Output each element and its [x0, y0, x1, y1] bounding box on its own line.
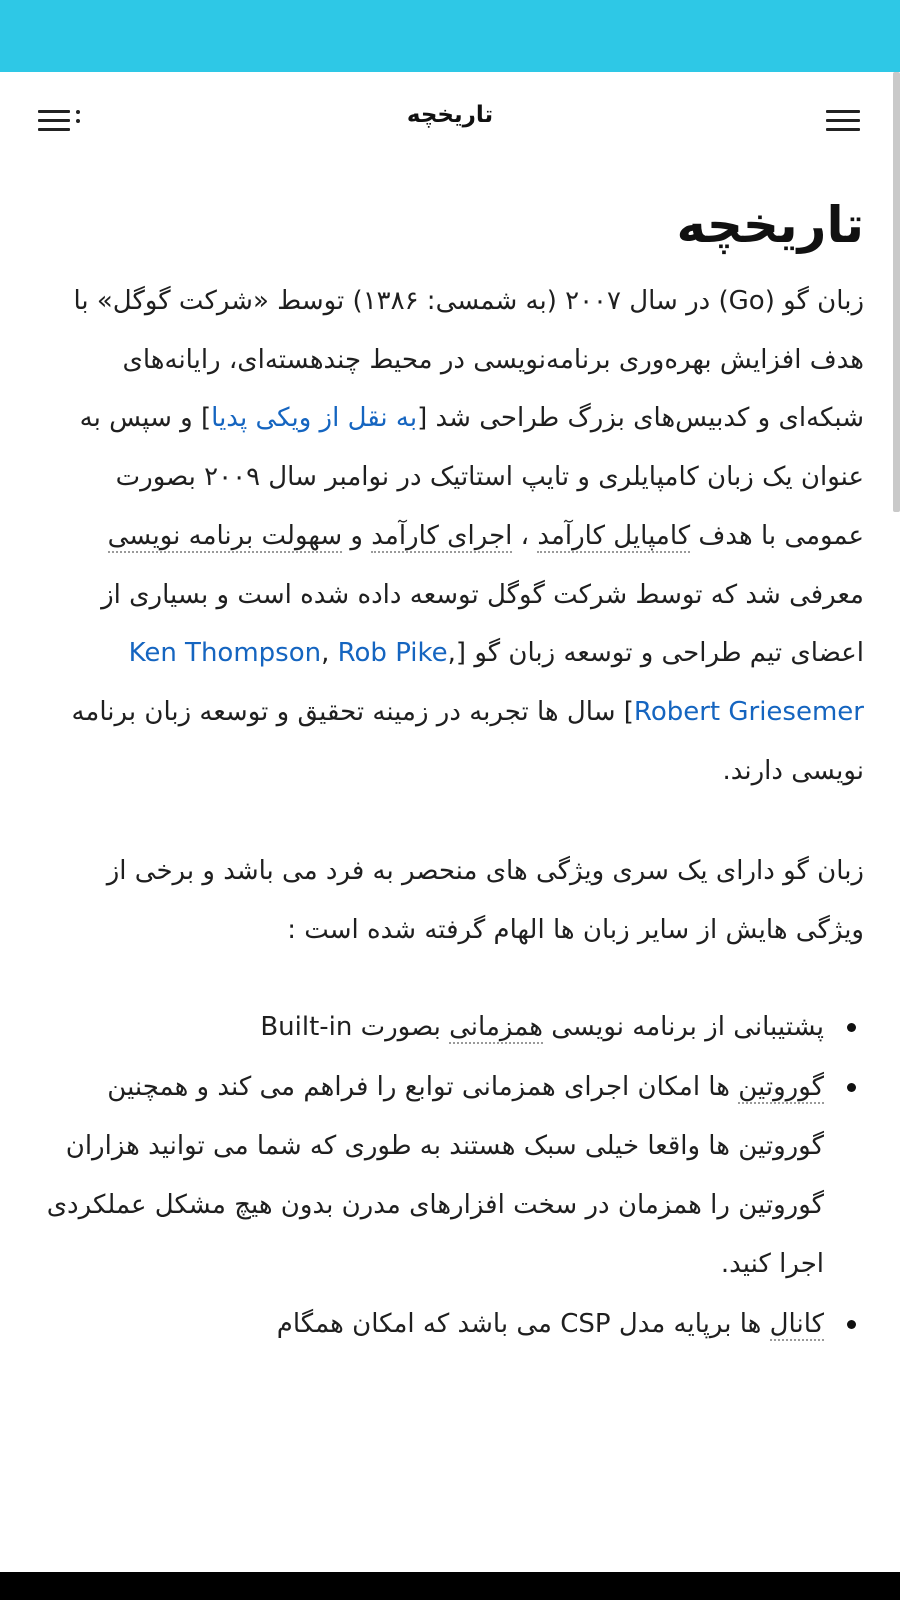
glossary-term[interactable]: سهولت برنامه نویسی	[107, 520, 343, 551]
list-item	[40, 998, 824, 1057]
text-run: بصورت Built-in	[260, 1011, 450, 1042]
glossary-term[interactable]: اجرای کارآمد	[371, 520, 513, 551]
glossary-term[interactable]: کامپایل کارآمد	[537, 520, 691, 551]
creators-bracket: ]	[623, 696, 634, 727]
creator-separator: ,	[321, 638, 338, 669]
creator-link[interactable]: Rob Pike	[337, 638, 448, 669]
page-heading: تاریخچه	[676, 196, 864, 254]
text-run: و سپس به عنوان یک زبان کامپایلری و تایپ استاتیک در نوامبر سال ۲۰۰۹ بصورت عمومی با هدف	[79, 403, 864, 551]
glossary-term[interactable]: کانال	[769, 1309, 824, 1340]
list-item	[40, 1295, 824, 1354]
bullet-icon	[847, 1320, 856, 1329]
text-run: پشتیبانی از برنامه نویسی	[542, 1011, 824, 1042]
text-run: ها برپایه مدل CSP می باشد که امکان همگام	[276, 1309, 770, 1340]
app-bar-title: تاریخچه	[406, 102, 494, 128]
bullet-icon	[847, 1023, 856, 1032]
text-run: ،	[512, 520, 538, 551]
creator-separator: ,	[447, 638, 456, 669]
creators-bracket: [	[455, 638, 467, 669]
features-intro-paragraph: زبان گو دارای یک سری ویژگی های منحصر به فرد می باشد و برخی از ویژگی هایش از سایر زبان ها الهام گرفته شده است :	[106, 856, 864, 946]
list-item	[40, 1058, 824, 1293]
citation-bracket: ]	[200, 403, 212, 434]
navigation-bar	[0, 1572, 900, 1600]
citation-bracket: [	[417, 403, 428, 434]
bullet-icon	[847, 1083, 856, 1092]
text-run: معرفی شد که توسط شرکت گوگل توسعه داده شده است و بسیاری از اعضای تیم طراحی و توسعه زبان گو	[101, 579, 864, 669]
creator-link[interactable]: Robert Griesemer	[633, 696, 864, 727]
features-list	[40, 998, 864, 1354]
hamburger-menu-icon[interactable]	[826, 110, 860, 132]
status-bar	[0, 0, 900, 72]
article-content	[40, 168, 864, 1356]
text-run: زبان گو (Go) در سال ۲۰۰۷ (به شمسی: ۱۳۸۶) توسط «شرکت گوگل» با هدف افزایش بهره‌وری برنامه‌نویسی در محیط چندهسته‌ای، رایانه‌های شبکه‌ای و کدبیس‌های بزرگ طراحی شد	[73, 286, 864, 434]
creator-link[interactable]: Ken Thompson	[128, 638, 322, 669]
scrollbar[interactable]	[893, 72, 900, 512]
text-run: و	[342, 520, 372, 551]
glossary-term[interactable]: همزمانی	[449, 1011, 543, 1042]
glossary-term[interactable]: گوروتین	[738, 1072, 824, 1103]
history-paragraph	[40, 272, 864, 800]
text-run: ها امکان اجرای همزمانی توابع را فراهم می کند و همچنین گوروتین ها واقعا خیلی سبک هستند به طوری که شما می توانید هزاران گوروتین را همزمان در سخت افزارهای مدرن بدون هیچ مشکل عملکردی اجرا کنید.	[46, 1072, 824, 1279]
citation-link[interactable]: به نقل از ویکی پدیا	[211, 403, 418, 434]
text-run: سال ها تجربه در زمینه تحقیق و توسعه زبان برنامه نویسی دارند.	[71, 696, 864, 786]
app-bar	[0, 72, 900, 168]
